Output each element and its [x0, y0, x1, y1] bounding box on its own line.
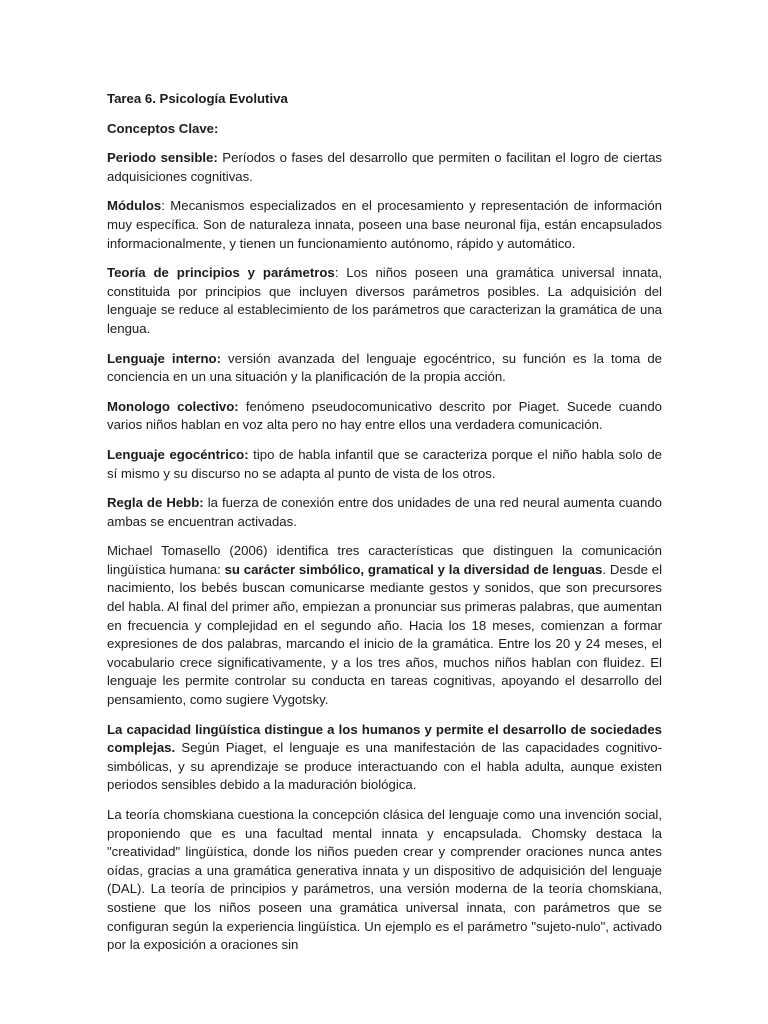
concept-term: Teoría de principios y parámetros — [107, 265, 335, 281]
concept-definition: : Los niños poseen una gramática universal innata, constituida por principios que incluyen diversos parámetros posibles. La adquisición del lenguaje se reduce al establecimiento de los parámetros que caracterizan la gramática de una lengua. — [107, 265, 663, 336]
paragraph-text: Michael Tomasello (2006) identifica tres características que distinguen la comunicación lingüística humana: — [107, 543, 662, 577]
concept-term: Módulos — [107, 198, 162, 214]
concept-definition: fenómeno pseudocomunicativo descrito por Piaget. Sucede cuando varios niños hablan en voz alta pero no hay entre ellos una verdadera comunicación. — [107, 398, 662, 433]
paragraph-emphasis: La capacidad lingüística distingue a los humanos y permite el desarrollo de sociedades complejas. — [107, 721, 662, 756]
concept-definition: versión avanzada del lenguaje egocéntrico, su función es la toma de conciencia en un una situación y la planificación de la propia acción. — [107, 350, 662, 385]
paragraph-text: . Desde el nacimiento, los bebés buscan comunicarse mediante gestos y sonidos, que son precursores del habla. Al final del primer año, empiezan a pronunciar sus primeras palabras, que aumentan en frecuencia y complejidad en el segundo año. Hacia los 18 meses, comienzan a formar expresiones de dos palabras, marcando el inicio de la gramática. Entre los 20 y 24 meses, el vocabulario crece significativamente, y a los tres años, muchos niños hablan con fluidez. El lenguaje les permite controlar su conducta en tareas cognitivas, apoyando el desarrollo del pensamiento, como sugiere Vygotsky. — [107, 561, 662, 708]
concept-term: Regla de Hebb: — [107, 495, 204, 511]
section-heading: Conceptos Clave: — [107, 120, 219, 136]
concept-periodo-sensible — [107, 149, 662, 186]
concept-modulos — [107, 197, 662, 253]
concept-definition: tipo de habla infantil que se caracteriza porque el niño habla solo de sí mismo y su discurso no se adapta al punto de vista de los otros. — [107, 446, 662, 481]
concept-lenguaje-egocentrico — [107, 446, 662, 483]
concept-definition: la fuerza de conexión entre dos unidades de una red neural aumenta cuando ambas se encuentran activadas. — [107, 495, 662, 529]
concept-lenguaje-interno — [107, 350, 662, 387]
paragraph-tomasello — [107, 542, 662, 709]
concept-regla-hebb — [107, 494, 662, 531]
concept-term: Periodo sensible: — [107, 150, 218, 166]
concept-term: Monologo colectivo: — [107, 398, 239, 414]
paragraph-piaget — [107, 721, 662, 795]
concept-definition: Períodos o fases del desarrollo que permiten o facilitan el logro de ciertas adquisiciones cognitivas. — [107, 150, 662, 184]
concept-term: Lenguaje interno: — [107, 350, 221, 366]
paragraph-text: Según Piaget, el lenguaje es una manifestación de las capacidades cognitivo-simbólicas, y su aprendizaje se produce interactuando con el habla adulta, aunque existen periodos sensibles debido a la maduración biológica. — [107, 740, 662, 793]
concept-term: Lenguaje egocéntrico: — [107, 446, 249, 462]
document-title: Tarea 6. Psicología Evolutiva — [107, 91, 288, 106]
paragraph-emphasis: su carácter simbólico, gramatical y la diversidad de lenguas — [224, 561, 603, 577]
concept-principios-parametros — [107, 264, 662, 338]
concept-monologo-colectivo — [107, 398, 662, 435]
concept-definition: : Mecanismos especializados en el procesamiento y representación de información muy específica. Son de naturaleza innata, poseen una base neuronal fija, están encapsulados informacionalmente, y tienen un funcionamiento autónomo, rápido y automático. — [107, 198, 662, 251]
paragraph-chomsky: La teoría chomskiana cuestiona la concepción clásica del lenguaje como una invención social, proponiendo que es una facultad mental innata y encapsulada. Chomsky destaca la "creatividad" lingüística, donde los niños pueden crear y comprender oraciones nunca antes oídas, gracias a una gramática generativa innata y un dispositivo de adquisición del lenguaje (DAL). La teoría de principios y parámetros, una versión moderna de la teoría chomskiana, sostiene que los niños poseen una gramática universal innata, con parámetros que se configuran según la experiencia lingüística. Un ejemplo es el parámetro "sujeto-nulo", activado por la exposición a oraciones sin — [107, 807, 662, 953]
